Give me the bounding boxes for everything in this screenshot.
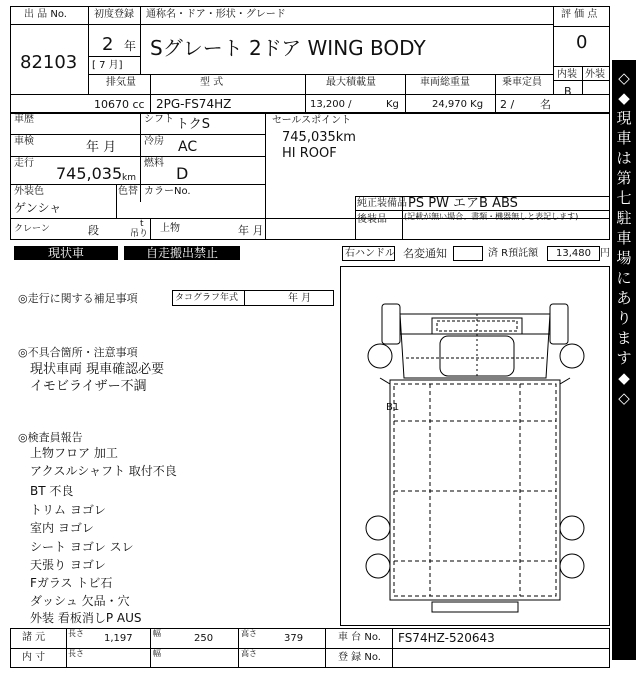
- cab-outline: [400, 314, 550, 378]
- year-unit: 年: [124, 39, 137, 53]
- rear-left-wheel-1: [366, 516, 390, 540]
- name-change-label: 名変通知: [403, 247, 447, 260]
- max-load-unit: Kg: [386, 99, 399, 110]
- sales-point-label: セールスポイント: [272, 115, 352, 126]
- banner-char: り: [616, 309, 632, 327]
- front-right-wheel: [560, 344, 584, 368]
- crane-t-label: t: [140, 219, 144, 229]
- interior-dims-label: 内 寸: [22, 652, 46, 663]
- score-value: 0: [576, 32, 588, 53]
- crane-step: 段: [88, 224, 99, 237]
- banner-char: 現: [616, 109, 632, 127]
- right-mirror: [550, 304, 568, 344]
- recycle-amount: 13,480: [556, 248, 591, 259]
- mileage-label: 走行: [14, 158, 34, 169]
- interior-width-label: 幅: [153, 649, 161, 658]
- name-change-box: [453, 246, 483, 261]
- specs-label: 諸 元: [22, 632, 46, 643]
- inspector-item-7: 天張り ヨゴレ: [30, 558, 106, 572]
- type-label: 型 式: [200, 77, 224, 88]
- banner-char: ま: [616, 329, 632, 347]
- aircon-value: AC: [178, 139, 198, 155]
- fuel-value: D: [176, 164, 189, 183]
- driving-notes-header: ◎走行に関する補足事項: [18, 292, 138, 305]
- tachograph-value: 年 月: [288, 293, 312, 304]
- inspector-item-1: 上物フロア 加工: [30, 446, 118, 460]
- gross-weight-value: 24,970 Kg: [432, 99, 484, 110]
- parking-location-banner: [612, 60, 636, 660]
- cargo-body: [390, 380, 560, 600]
- aircon-label: 冷房: [144, 136, 164, 147]
- banner-char: ◆: [618, 369, 630, 387]
- mileage-value: 745,035: [56, 164, 123, 183]
- current-vehicle-badge: 現状車: [14, 246, 118, 260]
- inspector-header: ◎検査員報告: [18, 431, 83, 444]
- history-label: 車歴: [14, 114, 34, 125]
- defect-item-2: イモビライザー不調: [30, 379, 147, 394]
- model-name: Sグレート 2ドア WING BODY: [150, 36, 426, 60]
- height-label: 高さ: [241, 629, 257, 638]
- tachograph-label: タコグラフ年式: [175, 293, 239, 303]
- banner-char: 車: [616, 229, 632, 247]
- interior-score: B: [564, 85, 572, 98]
- interior-label: 内装: [557, 69, 577, 80]
- capacity-label: 乗車定員: [502, 77, 542, 88]
- interior-height-label: 高さ: [241, 649, 257, 658]
- max-load-label: 最大積載量: [326, 77, 376, 88]
- max-load-value: 13,200 /: [310, 99, 352, 110]
- registration-label: 登 録 No.: [338, 652, 381, 663]
- first-reg-label: 初度登録: [94, 9, 134, 20]
- left-mirror: [382, 304, 400, 344]
- grade-label: 評 価 点: [561, 9, 598, 20]
- mileage-unit: km: [122, 173, 136, 183]
- color-value: ゲンシャ: [14, 201, 62, 215]
- upper-label: 上物: [160, 223, 180, 234]
- banner-char: に: [616, 269, 632, 287]
- rear-bumper: [432, 602, 518, 612]
- chassis-value: FS74HZ-520643: [398, 631, 495, 645]
- crane-label: クレーン: [14, 224, 50, 234]
- defect-item-1: 現状車両 現車確認必要: [30, 362, 165, 377]
- inspector-item-3: BT 不良: [30, 484, 74, 498]
- inspector-item-4: トリム ヨゴレ: [30, 503, 106, 517]
- rear-left-wheel-2: [366, 554, 390, 578]
- banner-char: 車: [616, 129, 632, 147]
- inspector-item-9: ダッシュ 欠品・穴: [30, 594, 130, 608]
- handle-value: 右ハンドル: [345, 248, 395, 259]
- lot-label: 出 品 No.: [24, 9, 67, 20]
- shift-value: トクS: [176, 117, 210, 132]
- truck-diagram: [340, 266, 610, 626]
- aftermarket-label: 後装品: [357, 214, 387, 225]
- displacement-value: 10670 cc: [94, 98, 145, 111]
- type-value: 2PG-FS74HZ: [156, 97, 232, 111]
- chassis-label: 車 台 No.: [338, 632, 381, 643]
- color-change-label: 色替: [118, 186, 138, 197]
- inspection-label: 車検: [14, 136, 34, 147]
- length-label: 長さ: [68, 629, 84, 638]
- banner-char: ◆: [618, 89, 630, 107]
- inspector-item-5: 室内 ヨゴレ: [30, 521, 94, 535]
- aftermarket-note: (記載が無い場合、書類・機器無しと表記します): [404, 212, 579, 221]
- width-label: 幅: [153, 629, 161, 638]
- interior-length-label: 長さ: [68, 649, 84, 658]
- rear-right-wheel-2: [560, 554, 584, 578]
- inspector-item-6: シート ヨゴレ スレ: [30, 540, 134, 554]
- banner-char: 駐: [616, 209, 632, 227]
- self-drive-prohibited-badge: 自走搬出禁止: [124, 246, 240, 260]
- banner-char: ◇: [618, 389, 630, 407]
- defects-header: ◎不具合箇所・注意事項: [18, 346, 138, 359]
- sales-point-mileage: 745,035km: [282, 130, 356, 145]
- rear-right-wheel-1: [560, 516, 584, 540]
- banner-char: 場: [616, 249, 632, 267]
- color-no-label: カラーNo.: [144, 186, 191, 197]
- banner-char: あ: [616, 289, 632, 307]
- genuine-equipment-label: 純正装備品: [357, 198, 407, 209]
- crane-lift: 吊り: [130, 229, 149, 239]
- lot-number: 82103: [20, 52, 78, 73]
- gross-weight-label: 車両総重量: [420, 77, 470, 88]
- inspection-value: 年 月: [86, 140, 117, 155]
- displacement-label: 排気量: [106, 77, 136, 88]
- damage-mark-b1: B1: [386, 402, 400, 413]
- capacity-unit: 名: [540, 98, 551, 111]
- width-value: 250: [194, 633, 214, 644]
- yen-unit: 円: [600, 248, 610, 259]
- banner-char: 第: [616, 169, 632, 187]
- banner-char: す: [616, 349, 632, 367]
- sales-point-roof: HI ROOF: [282, 146, 337, 161]
- exterior-label: 外装: [585, 69, 605, 80]
- capacity-value: 2 /: [500, 98, 515, 111]
- color-label: 外装色: [14, 186, 44, 197]
- name-label: 通称名・ドア・形状・グレード: [146, 9, 286, 20]
- front-left-wheel: [368, 344, 392, 368]
- inspector-item-10: 外装 看板消しP AUS: [30, 611, 142, 625]
- upper-value: 年 月: [238, 224, 264, 237]
- inspector-item-2: アクスルシャフト 取付不良: [30, 464, 177, 478]
- recycle-label: 済 R預託額: [488, 248, 539, 259]
- height-value: 379: [284, 633, 304, 644]
- fuel-label: 燃料: [144, 158, 164, 169]
- banner-char: 七: [616, 189, 632, 207]
- inspector-item-8: Fガラス トビ石: [30, 576, 113, 590]
- year-value: 2: [102, 34, 114, 55]
- banner-char: は: [616, 149, 632, 167]
- month-value: [ 7 月]: [92, 60, 123, 71]
- genuine-equipment-value: PS PW エアB ABS: [408, 196, 518, 211]
- shift-label: シフト: [144, 114, 174, 125]
- banner-char: ◇: [618, 69, 630, 87]
- length-value: 1,197: [104, 633, 133, 644]
